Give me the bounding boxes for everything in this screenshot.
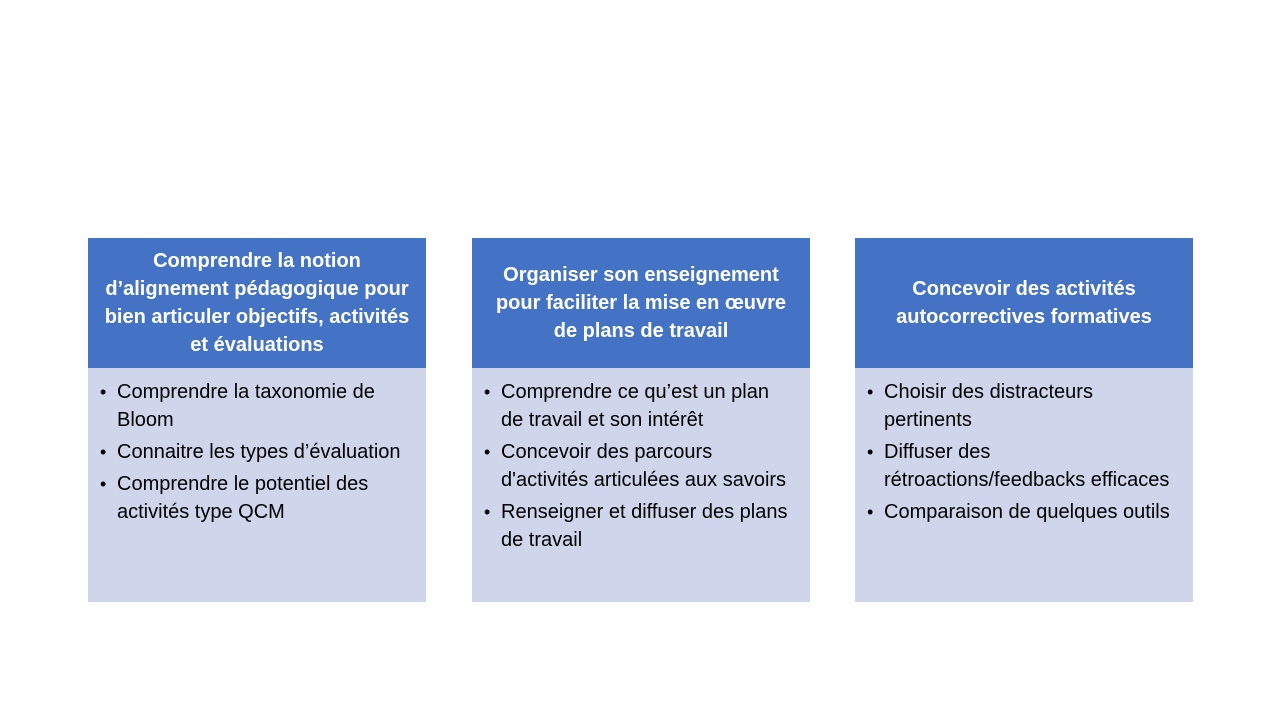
bullet-icon: •: [484, 502, 491, 522]
list-item-text: Comprendre le potentiel des activités type QCM: [117, 473, 369, 523]
card-activites-autocorrectives: [855, 238, 1193, 602]
list-item-text: Comprendre ce qu’est un plan de travail et son intérêt: [501, 381, 769, 431]
list-item-text: Renseigner et diffuser des plans de travail: [501, 501, 788, 551]
bullet-icon: •: [100, 442, 107, 462]
list-item: [484, 498, 796, 554]
bullet-icon: •: [100, 474, 107, 494]
card-header: [855, 238, 1193, 368]
card-body: [855, 368, 1193, 602]
list-item-text: Comprendre la taxonomie de Bloom: [117, 381, 375, 431]
card-alignement-pedagogique: [88, 238, 426, 602]
list-item: [100, 378, 412, 434]
list-item: [484, 438, 796, 494]
list-item-text: Connaitre les types d’évaluation: [117, 441, 401, 463]
list-item-text: Choisir des distracteurs pertinents: [884, 381, 1093, 431]
card-title: Concevoir des activités autocorrectives formatives: [896, 278, 1152, 328]
bullet-icon: •: [484, 442, 491, 462]
bullet-icon: •: [484, 382, 491, 402]
bullet-icon: •: [867, 502, 874, 522]
bullet-list: [867, 378, 1179, 526]
list-item-text: Comparaison de quelques outils: [884, 501, 1170, 523]
list-item: [867, 378, 1179, 434]
card-header: [88, 238, 426, 368]
bullet-icon: •: [867, 382, 874, 402]
list-item-text: Concevoir des parcours d'activités articulées aux savoirs: [501, 441, 787, 491]
card-title: Organiser son enseignement pour faciliter la mise en œuvre de plans de travail: [495, 264, 787, 342]
list-item: [867, 498, 1179, 526]
bullet-list: [100, 378, 412, 526]
card-body: [88, 368, 426, 602]
list-item: [867, 438, 1179, 494]
bullet-icon: •: [100, 382, 107, 402]
bullet-list: [484, 378, 796, 554]
bullet-icon: •: [867, 442, 874, 462]
card-body: [472, 368, 810, 602]
card-title: Comprendre la notion d’alignement pédagogique pour bien articuler objectifs, activités et évaluations: [104, 250, 410, 356]
list-item: [100, 438, 412, 466]
card-plans-de-travail: [472, 238, 810, 602]
list-item-text: Diffuser des rétroactions/feedbacks efficaces: [884, 441, 1170, 491]
list-item: [484, 378, 796, 434]
card-header: [472, 238, 810, 368]
list-item: [100, 470, 412, 526]
